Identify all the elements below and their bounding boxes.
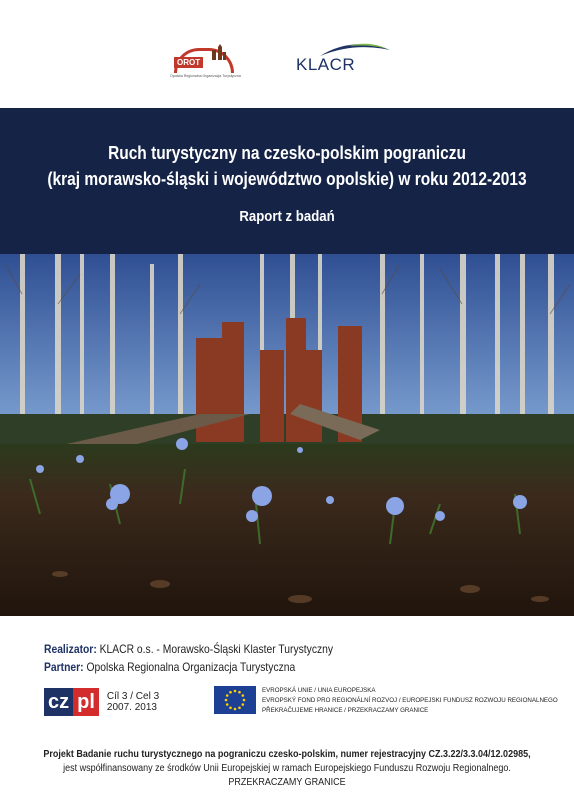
title-band	[0, 108, 574, 254]
partner-line	[44, 658, 333, 676]
logos-row	[0, 38, 574, 94]
eu-text-line-3: PŘEKRAČUJEME HRANICE / PRZEKRACZAMY GRANICE	[262, 707, 429, 714]
partner-label: Partner:	[44, 660, 84, 674]
czpl-goal-text	[107, 691, 159, 713]
orot-subtitle: Opolska Regionalna Organizacja Turystyczna	[170, 74, 241, 78]
eu-logo	[214, 686, 558, 716]
czpl-programme-logo	[44, 688, 159, 716]
eu-text-line-1: EVROPSKÁ UNIE / UNIA EUROPEJSKA	[262, 687, 376, 694]
realizator-label: Realizator:	[44, 642, 97, 656]
footer	[0, 748, 574, 790]
footer-line-3: PRZEKRACZAMY GRANICE	[228, 777, 346, 788]
eu-flag-icon	[214, 686, 256, 714]
orot-castle-icon	[210, 44, 228, 62]
realizator-line	[44, 640, 333, 658]
report-title-line-2: (kraj morawsko-śląski i województwo opolskie) w roku 2012-2013	[47, 169, 527, 189]
czpl-goal: Cíl 3 / Cel 3	[106, 691, 160, 702]
klacr-wordmark: KLACR	[296, 55, 356, 74]
soil	[0, 444, 574, 616]
report-subtitle: Raport z badań	[239, 208, 335, 225]
orot-logo	[170, 42, 241, 86]
footer-line-1: Projekt Badanie ruchu turystycznego na pograniczu czesko-polskim, numer rejestracyjny CZ.3.22/3.3.04/12.02985,	[43, 749, 531, 760]
credits	[44, 640, 380, 676]
czpl-cz-mark: cz	[44, 688, 73, 716]
cover-photo	[0, 254, 574, 616]
partner-value: Opolska Regionalna Organizacja Turystyczna	[86, 660, 296, 674]
klacr-logo	[296, 40, 396, 80]
czpl-years: 2007. 2013	[106, 702, 157, 713]
cover-photo-illustration	[0, 254, 574, 616]
orot-badge: OROT	[174, 57, 203, 68]
eu-stars-icon	[214, 686, 256, 714]
eu-text-line-2: EVROPSKÝ FOND PRO REGIONÁLNÍ ROZVOJ / EUROPEJSKI FUNDUSZ ROZWOJU REGIONALNEGO	[262, 697, 558, 704]
report-title-line-1: Ruch turystyczny na czesko-polskim pograniczu	[108, 143, 466, 163]
czpl-pl-mark: pl	[73, 688, 99, 716]
eu-text	[262, 686, 558, 716]
footer-line-2: jest współfinansowany ze środków Unii Europejskiej w ramach Europejskiego Funduszu Rozwoju Regionalnego.	[63, 763, 511, 774]
realizator-value: KLACR o.s. - Morawsko-Śląski Klaster Turystyczny	[99, 642, 334, 656]
